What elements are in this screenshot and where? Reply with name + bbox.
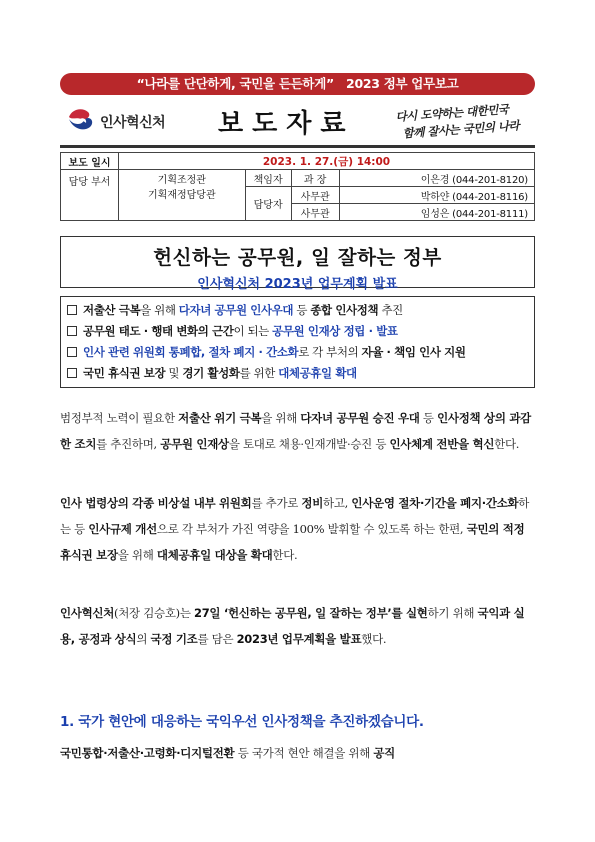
summary-text: 자율 · 책임 인사 지원 (361, 345, 466, 359)
text-run: 저출산 위기 극복 (178, 411, 262, 425)
text-run: 하기 위해 (427, 606, 478, 620)
text-run: (처장 김승호)는 (114, 606, 194, 620)
summary-text: 및 (165, 366, 183, 380)
department-line-1: 기획조정관 (157, 175, 206, 186)
slogan-line-1: 다시 도약하는 대한민국 (395, 102, 509, 124)
text-run: 인사체계 전반을 혁신 (389, 437, 495, 451)
contact-detail: 이은경 (044-201-8120) (339, 170, 534, 187)
summary-text: 인사 관련 위원회 통폐합, 절차 폐지 · 간소화 (83, 345, 299, 359)
handwritten-slogan (395, 99, 537, 143)
summary-item (67, 363, 528, 384)
checkbox-icon (67, 347, 77, 357)
department-label: 담당 부서 (61, 170, 119, 221)
department-name (119, 170, 246, 221)
release-date: 2023. 1. 27.(금) 14:00 (119, 153, 535, 170)
section-heading-1: 1. 국가 현안에 대응하는 국익우선 인사정책을 추진하겠습니다. (60, 714, 424, 730)
checkbox-icon (67, 326, 77, 336)
text-run: 다자녀 공무원 승진 우대 (300, 411, 420, 425)
plan-banner (60, 73, 535, 95)
summary-text: 공무원 인재상 정립 · 발표 (272, 324, 398, 338)
contact-detail: 임성은 (044-201-8111) (339, 204, 534, 221)
paragraph-2 (60, 490, 535, 568)
text-run: 를 추진하며, (96, 437, 161, 451)
summary-text: 등 (293, 303, 311, 317)
text-run: 국민의 적정 휴식권 보장 (60, 522, 525, 562)
paragraph-4 (60, 740, 535, 766)
summary-text: 대체공휴일 확대 (278, 366, 357, 380)
summary-text: 공무원 태도 · 행태 변화의 근간 (83, 324, 234, 338)
text-run: 정비 (301, 496, 324, 510)
slogan-line-2: 함께 잘사는 국민의 나라 (402, 118, 520, 141)
main-headline: 헌신하는 공무원, 일 잘하는 정부 (153, 246, 442, 269)
summary-box (60, 296, 535, 388)
summary-text: 국민 휴식권 보장 (83, 366, 166, 380)
checkbox-icon (67, 305, 77, 315)
contact-position: 과 장 (291, 170, 339, 187)
text-run: 국익과 실용, 공정과 상식 (60, 606, 525, 646)
summary-item (67, 321, 528, 342)
summary-text: 를 위한 (239, 366, 279, 380)
text-run: 를 담은 (197, 632, 237, 646)
paragraph-1 (60, 405, 535, 457)
text-run: 의 (136, 632, 151, 646)
text-run: 을 토대로 채용·인재개발·승진 등 (228, 437, 390, 451)
press-header (60, 101, 535, 143)
summary-item (67, 342, 528, 363)
text-run: 했다. (361, 632, 387, 646)
text-run: 범정부적 노력이 필요한 (60, 411, 179, 425)
checkbox-icon (67, 368, 77, 378)
contact-position: 사무관 (291, 204, 339, 221)
text-run: 을 위해 (117, 548, 157, 562)
headline-box (60, 236, 535, 292)
text-run: 인사혁신처 (60, 606, 115, 620)
summary-text: 을 위해 (140, 303, 179, 317)
summary-text: 추진 (378, 303, 403, 317)
org-name: 인사혁신처 (100, 115, 166, 131)
banner-slogan: “나라를 단단하게, 국민을 든든하게” (136, 76, 334, 91)
header-divider (60, 145, 535, 148)
responsible-label: 책임자 (245, 170, 291, 187)
summary-text: 경기 활성화 (182, 366, 240, 380)
department-line-2: 기획재정담당관 (148, 190, 216, 201)
contact-detail: 박하얀 (044-201-8116) (339, 187, 534, 204)
summary-text: 종합 인사정책 (310, 303, 379, 317)
text-run: 국정 기조 (150, 632, 198, 646)
banner-plan: 2023 정부 업무보고 (346, 76, 459, 91)
sub-headline: 인사혁신처 2023년 업무계획 발표 (197, 277, 398, 292)
summary-text: 저출산 극복 (83, 303, 141, 317)
text-run: 인사정책 상의 과감한 조치 (60, 411, 531, 451)
text-run: 27일 ‘헌신하는 공무원, 일 잘하는 정부’를 실현 (194, 606, 428, 620)
text-run: 등 (419, 411, 438, 425)
text-run: 공직 (373, 746, 395, 760)
text-run: 하고, (323, 496, 352, 510)
text-run: 인사운영 절차·기간을 폐지·간소화 (351, 496, 519, 510)
paragraph-3 (60, 600, 535, 652)
staff-label: 담당자 (245, 187, 291, 221)
text-run: 하는 등 (60, 496, 530, 536)
press-release-title: 보도자료 (218, 109, 355, 139)
summary-text: 로 각 부처의 (298, 345, 362, 359)
summary-item (67, 300, 528, 321)
text-run: 한다. (272, 548, 298, 562)
release-info-table (60, 152, 535, 221)
text-run: 을 위해 (261, 411, 301, 425)
contact-position: 사무관 (291, 187, 339, 204)
text-run: 국민통합·저출산·고령화·디지털전환 (60, 746, 235, 760)
government-emblem-icon (66, 105, 96, 135)
text-run: 인사규제 개선 (88, 522, 157, 536)
text-run: 한다. (494, 437, 520, 451)
text-run: 를 추가로 (251, 496, 302, 510)
text-run: 대체공휴일 대상을 확대 (156, 548, 273, 562)
text-run: 으로 각 부처가 가진 역량을 100% 발휘할 수 있도록 하는 한편, (156, 522, 467, 536)
text-run: 공무원 인재상 (160, 437, 229, 451)
text-run: 인사 법령상의 각종 비상설 내부 위원회 (60, 496, 252, 510)
text-run: 등 국가적 현안 해결을 위해 (234, 746, 374, 760)
text-run: 2023년 업무계획을 발표 (236, 632, 362, 646)
summary-text: 다자녀 공무원 인사우대 (178, 303, 294, 317)
release-date-label: 보도 일시 (61, 153, 119, 170)
summary-text: 이 되는 (233, 324, 273, 338)
